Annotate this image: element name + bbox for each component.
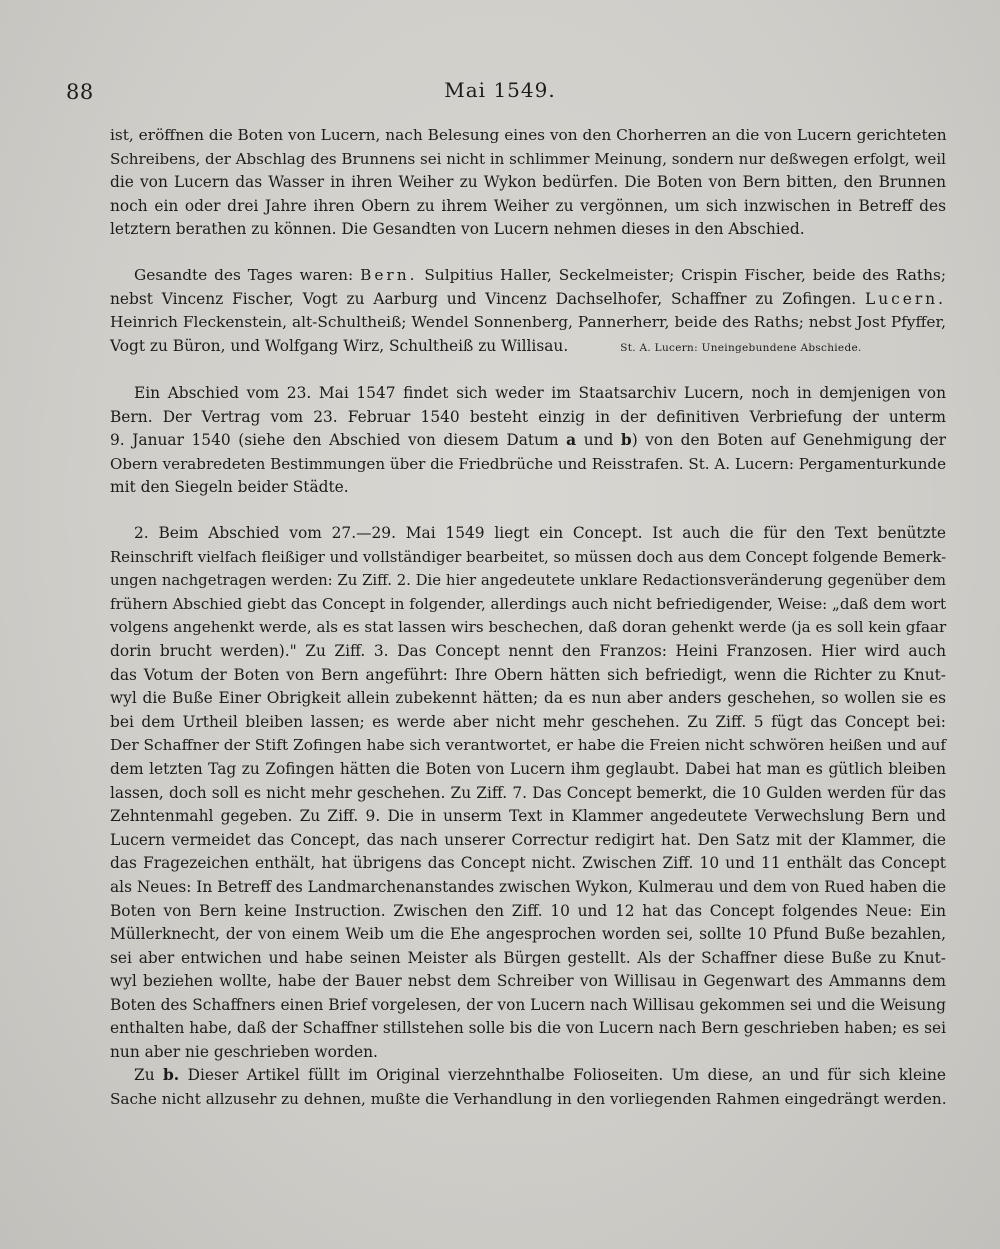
marker-b: b. <box>163 1066 180 1084</box>
text-fragment: 9. Januar 1540 (siehe den Abschied von diesem Datum <box>110 431 567 450</box>
text-line <box>110 429 946 453</box>
page-number: 88 <box>66 80 94 104</box>
paragraph-gesandte <box>110 264 946 360</box>
text-line: Zehntenmahl gegeben. Zu Ziff. 9. Die in unserm Text in Klammer angedeutete Verwechslung Bern und <box>110 807 946 826</box>
text-fragment: ) von den Boten auf Genehmigung der <box>631 431 946 450</box>
text-line: sei aber entwichen und habe seinen Meister als Bürgen gestellt. Als der Schaffner diese Buße zu Knut- <box>110 948 946 967</box>
text-line: Bern. Der Vertrag vom 23. Februar 1540 besteht einzig in der definitiven Verbriefung der unterm <box>110 407 946 426</box>
marker-b: b <box>620 431 632 450</box>
text-fragment: Vogt zu Büron, und Wolfgang Wirz, Schultheiß zu Willisau. <box>110 336 569 355</box>
text-line: ungen nachgetragen werden: Zu Ziff. 2. Die hier angedeutete unklare Redactionsveränderung gegenüber dem <box>110 571 946 590</box>
text-line: Reinschrift vielfach fleißiger und vollständiger bearbeitet, so müssen doch aus dem Concept folgende Bemerk- <box>110 547 947 566</box>
text-line: ist, eröffnen die Boten von Lucern, nach Belesung eines von den Chorherren an die von Lucern gerichteten <box>110 126 947 144</box>
paragraph-concept <box>110 522 946 1065</box>
text-fragment: Gesandte des Tages waren: <box>134 266 361 284</box>
text-line: letztern berathen zu können. Die Gesandten von Lucern nehmen dieses in den Abschied. <box>110 220 805 239</box>
text-line: Der Schaffner der Stift Zofingen habe sich verantwortet, er habe die Freien nicht schwören heißen und auf <box>110 736 947 755</box>
text-fragment: und <box>576 431 621 450</box>
running-head: Mai 1549. <box>444 78 556 102</box>
text-line: dorin brucht werden)." Zu Ziff. 3. Das Concept nennt den Franzos: Heini Franzosen. Hier wird auch <box>110 641 946 660</box>
canton-lucern: Lucern. <box>864 289 946 308</box>
text-line: bei dem Urtheil bleiben lassen; es werde aber nicht mehr geschehen. Zu Ziff. 5 fügt das Concept bei: <box>110 712 946 731</box>
text-line: Heinrich Fleckenstein, alt-Schultheiß; Wendel Sonnenberg, Pannerherr, beide des Raths; nebst Jost Pfyffer, <box>110 313 946 332</box>
text-line: das Fragezeichen enthält, hat übrigens das Concept nicht. Zwischen Ziff. 10 und 11 enthält das Concept <box>110 854 946 873</box>
text-line: nun aber nie geschrieben worden. <box>110 1043 378 1062</box>
text-line: Ein Abschied vom 23. Mai 1547 findet sich weder im Staatsarchiv Lucern, noch in demjenigen von <box>134 384 946 402</box>
text-line: frühern Abschied giebt das Concept in folgender, allerdings auch nicht befriedigender, Weise: „daß dem wort <box>110 594 946 613</box>
text-line: Boten von Bern keine Instruction. Zwischen den Ziff. 10 und 12 hat das Concept folgendes Neue: Ein <box>110 901 946 920</box>
text-fragment: nebst Vincenz Fischer, Vogt zu Aarburg und Vincenz Dachselhofer, Schaffner zu Zofingen. <box>110 289 865 308</box>
canton-bern: Bern. <box>360 266 418 284</box>
text-line: die von Lucern das Wasser in ihren Weiher zu Wykon bedürfen. Die Boten von Bern bitten, den Brunnen <box>110 173 946 192</box>
text-line: als Neues: In Betreff des Landmarchenanstandes zwischen Wykon, Kulmerau und dem von Rued haben die <box>110 877 947 896</box>
text-line: wyl die Buße Einer Obrigkeit allein zubekennt hätten; da es nun aber anders geschehen, so wollen sie es <box>110 689 946 708</box>
paragraph-boten-lucern <box>110 124 946 242</box>
text-line: enthalten habe, daß der Schaffner stillstehen solle bis die von Lucern nach Bern geschrieben haben; es sei <box>110 1019 946 1038</box>
source-reference: St. A. Lucern: Uneingebundene Abschiede. <box>620 341 862 354</box>
text-line <box>110 264 946 288</box>
text-line: Sache nicht allzusehr zu dehnen, mußte die Verhandlung in den vorliegenden Rahmen eingedrängt werden. <box>110 1089 947 1108</box>
text-line: Müllerknecht, der von einem Weib um die Ehe angesprochen worden sei, sollte 10 Pfund Buße bezahlen, <box>110 925 946 944</box>
marker-a: a <box>566 431 577 450</box>
text-line: 2. Beim Abschied vom 27.—29. Mai 1549 liegt ein Concept. Ist auch die für den Text benützte <box>134 524 946 542</box>
text-line: lassen, doch soll es nicht mehr geschehen. Zu Ziff. 7. Das Concept bemerkt, die 10 Gulden werden für das <box>110 783 946 802</box>
text-fragment: Zu <box>134 1066 164 1084</box>
text-line: mit den Siegeln beider Städte. <box>110 478 349 497</box>
text-line: wyl beziehen wollte, habe der Bauer nebst dem Schreiber von Willisau in Gegenwart des Ammanns dem <box>110 972 946 991</box>
text-line: noch ein oder drei Jahre ihren Obern zu ihrem Weiher zu vergönnen, um sich inzwischen in Betreff des <box>110 196 946 215</box>
text-line: volgens angehenkt werde, als es stat lassen wirs beschechen, daß doran gehenkt werde (ja es soll kein gfaar <box>110 618 947 637</box>
text-line <box>110 1064 946 1088</box>
text-line: Schreibens, der Abschlag des Brunnens sei nicht in schlimmer Meinung, sondern nur deßwegen erfolgt, weil <box>110 149 946 168</box>
text-fragment: Dieser Artikel füllt im Original vierzehnthalbe Folioseiten. Um diese, an und für sich kleine <box>179 1066 946 1084</box>
text-line <box>110 288 946 312</box>
paragraph-abschied-1547 <box>110 382 946 500</box>
text-fragment: Sulpitius Haller, Seckelmeister; Crispin Fischer, beide des Raths; <box>417 266 946 284</box>
text-line: Boten des Schaffners einen Brief vorgelesen, der von Lucern nach Willisau gekommen sei und die Weisung <box>110 995 946 1014</box>
paragraph-zu-b <box>110 1064 946 1111</box>
text-line: das Votum der Boten von Bern angeführt: Ihre Obern hätten sich befriedigt, wenn die Richter zu Knut- <box>110 665 946 684</box>
text-line: Lucern vermeidet das Concept, das nach unserer Correctur redigirt hat. Den Satz mit der Klammer, die <box>110 830 946 849</box>
text-line <box>110 335 946 361</box>
text-line: Obern verabredeten Bestimmungen über die Friedbrüche und Reisstrafen. St. A. Lucern: Pergamenturkunde <box>110 454 946 473</box>
text-line: dem letzten Tag zu Zofingen hätten die Boten von Lucern ihm geglaubt. Dabei hat man es gütlich bleiben <box>110 759 946 778</box>
